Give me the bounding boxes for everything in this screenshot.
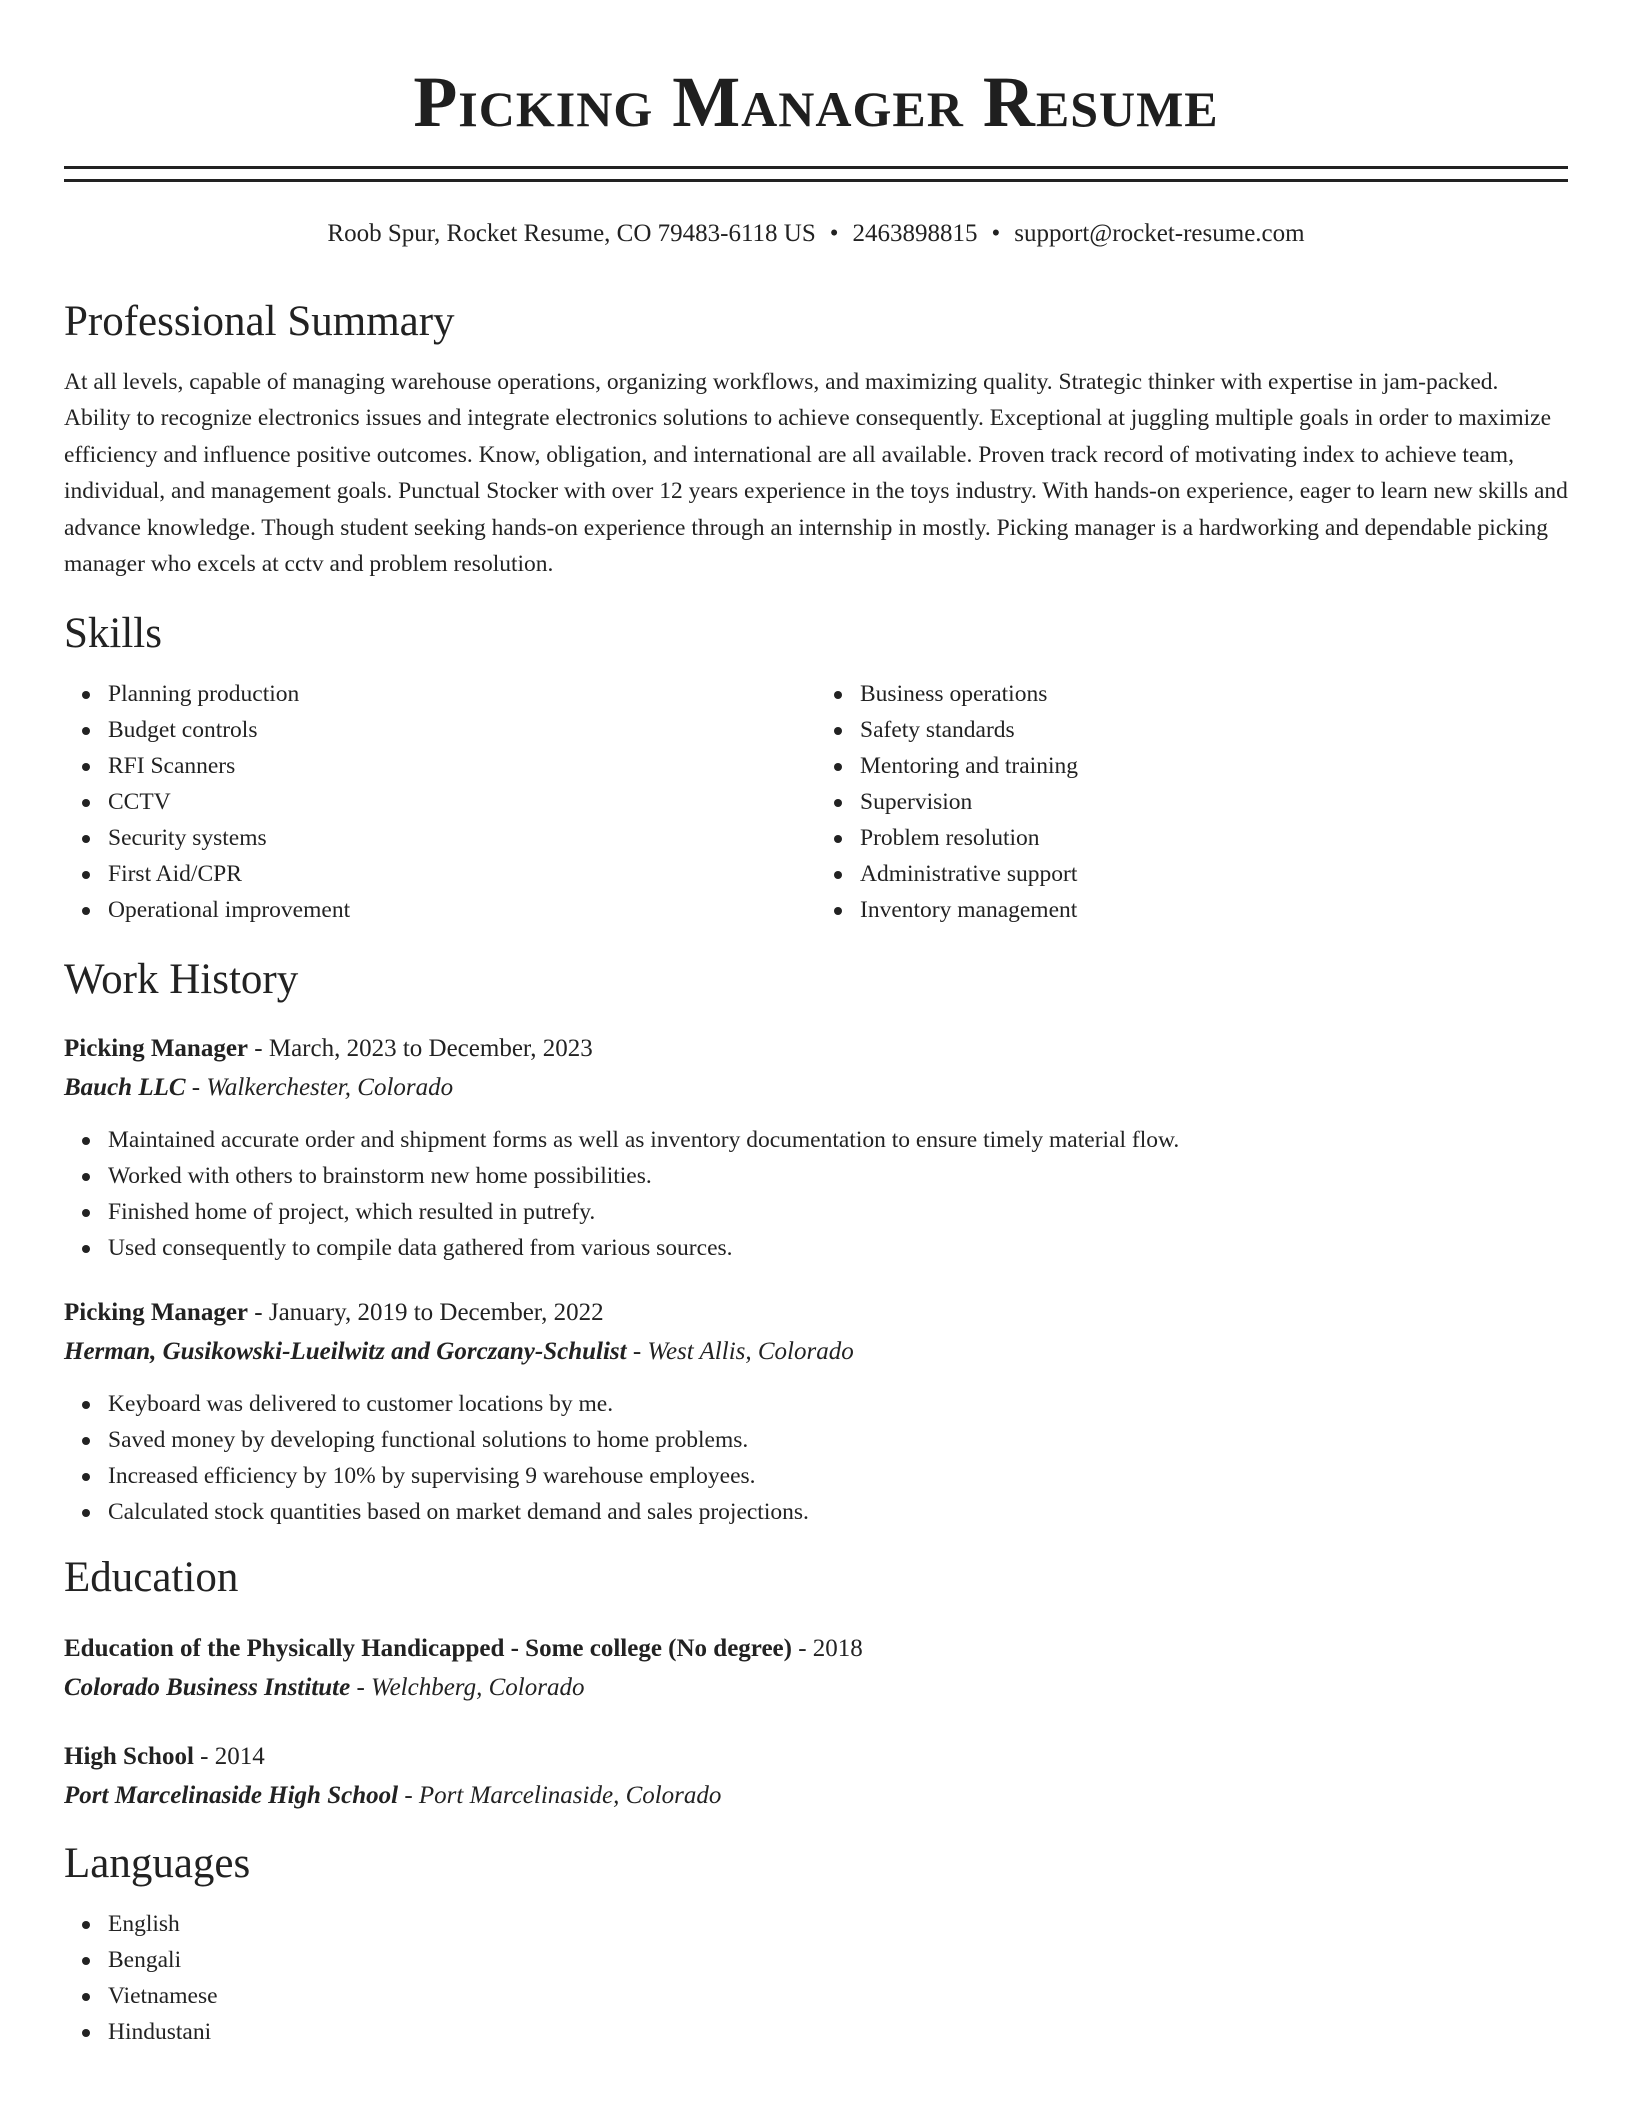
education-school-line — [64, 1668, 1568, 1708]
skill-item: Security systems — [108, 820, 816, 856]
job-bullet: Keyboard was delivered to customer locations by me. — [108, 1386, 1568, 1422]
education-header — [64, 1738, 1568, 1776]
skill-item: First Aid/CPR — [108, 856, 816, 892]
contact-separator: • — [991, 220, 1001, 247]
resume-title: Picking Manager Resume — [413, 62, 1219, 142]
job-company: Herman, Gusikowski-Lueilwitz and Gorczany-Schulist — [64, 1338, 627, 1366]
contact-separator: • — [829, 220, 839, 247]
job-dates: - January, 2019 to December, 2022 — [248, 1299, 604, 1327]
job-bullet: Calculated stock quantities based on market demand and sales projections. — [108, 1494, 1568, 1530]
job-header — [64, 1030, 1568, 1068]
skill-item: Mentoring and training — [860, 748, 1568, 784]
language-item: Hindustani — [108, 2014, 1568, 2050]
contact-phone: 2463898815 — [852, 220, 978, 247]
skill-item: RFI Scanners — [108, 748, 816, 784]
education-header — [64, 1630, 1568, 1668]
skill-item: Safety standards — [860, 712, 1568, 748]
languages-list — [64, 1906, 1568, 2050]
skills-list-left — [64, 676, 816, 928]
education-degree: High School — [64, 1743, 194, 1771]
languages-heading: Languages — [64, 1840, 251, 1888]
skill-item: Supervision — [860, 784, 1568, 820]
skills-columns — [64, 676, 1568, 928]
job-role: Picking Manager — [64, 1035, 249, 1063]
language-item: English — [108, 1906, 1568, 1942]
skill-item: Administrative support — [860, 856, 1568, 892]
job-header — [64, 1294, 1568, 1332]
job-bullet-list — [64, 1122, 1568, 1266]
skills-heading: Skills — [64, 610, 162, 658]
job-bullet-list — [64, 1386, 1568, 1530]
job-bullet: Saved money by developing functional solutions to home problems. — [108, 1422, 1568, 1458]
job-bullet: Used consequently to compile data gathered from various sources. — [108, 1230, 1568, 1266]
education-school-line — [64, 1776, 1568, 1816]
skill-item: Business operations — [860, 676, 1568, 712]
job-bullet: Maintained accurate order and shipment forms as well as inventory documentation to ensure timely material flow. — [108, 1122, 1568, 1158]
job-location: - Walkerchester, Colorado — [185, 1074, 454, 1102]
skill-item: Planning production — [108, 676, 816, 712]
job-dates: - March, 2023 to December, 2023 — [248, 1035, 593, 1063]
job-location: - West Allis, Colorado — [626, 1338, 854, 1366]
job-bullet: Finished home of project, which resulted in putrefy. — [108, 1194, 1568, 1230]
summary-text: At all levels, capable of managing warehouse operations, organizing workflows, and maximizing quality. Strategic thinker with expertise in jam-packed. Ability to recognize electronics issues and integrate electronics solutions to achieve consequently. Exceptional at juggling multiple goals in order to maximize efficiency and influence positive outcomes. Know, obligation, and international are all available. Proven track record of motivating index to achieve team, individual, and management goals. Punctual Stocker with over 12 years experience in the toys industry. With hands-on experience, eager to learn new skills and advance knowledge. Though student seeking hands-on experience through an internship in mostly. Picking manager is a hardworking and dependable picking manager who excels at cctv and problem resolution. — [64, 369, 1568, 578]
skill-item: Budget controls — [108, 712, 816, 748]
education-location: - Port Marcelinaside, Colorado — [398, 1782, 722, 1810]
summary-heading: Professional Summary — [64, 298, 455, 345]
skill-item: Inventory management — [860, 892, 1568, 928]
job-role: Picking Manager — [64, 1299, 249, 1327]
job-company: Bauch LLC — [64, 1074, 186, 1102]
skill-item: CCTV — [108, 784, 816, 820]
education-year: - 2018 — [791, 1635, 863, 1663]
skill-item: Problem resolution — [860, 820, 1568, 856]
title-divider — [64, 166, 1568, 182]
work-history-heading: Work History — [64, 956, 299, 1004]
language-item: Vietnamese — [108, 1978, 1568, 2014]
contact-line — [64, 218, 1568, 250]
education-degree: Education of the Physically Handicapped - Some college (No degree) — [64, 1635, 792, 1663]
contact-email: support@rocket-resume.com — [1014, 220, 1305, 247]
education-year: - 2014 — [193, 1743, 265, 1771]
education-school: Port Marcelinaside High School — [64, 1782, 399, 1810]
education-location: - Welchberg, Colorado — [350, 1674, 585, 1702]
job-company-line — [64, 1332, 1568, 1372]
skill-item: Operational improvement — [108, 892, 816, 928]
job-company-line — [64, 1068, 1568, 1108]
skills-list-right — [816, 676, 1568, 928]
job-bullet: Worked with others to brainstorm new home possibilities. — [108, 1158, 1568, 1194]
education-school: Colorado Business Institute — [64, 1674, 351, 1702]
education-heading: Education — [64, 1554, 239, 1602]
job-bullet: Increased efficiency by 10% by supervising 9 warehouse employees. — [108, 1458, 1568, 1494]
contact-address: Roob Spur, Rocket Resume, CO 79483-6118 US — [327, 220, 816, 247]
language-item: Bengali — [108, 1942, 1568, 1978]
